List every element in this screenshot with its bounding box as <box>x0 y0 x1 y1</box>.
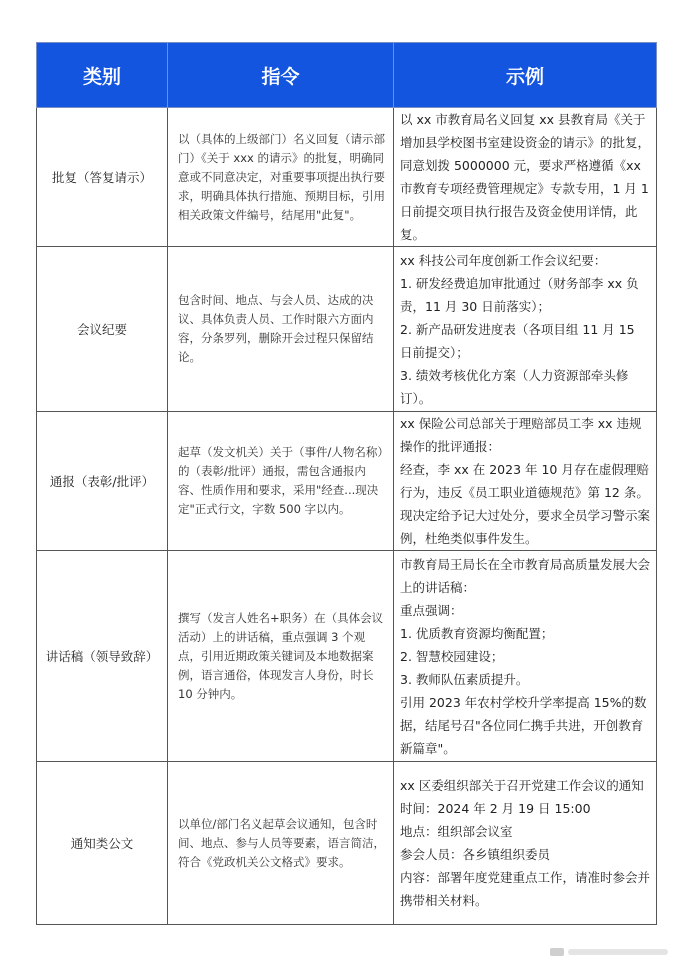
example-line: xx 保险公司总部关于理赔部员工李 xx 违规操作的批评通报： <box>400 416 642 454</box>
example-line: 2. 新产品研发进度表（各项目组 11 月 15 日前提交）； <box>400 321 635 360</box>
table-row <box>37 551 657 762</box>
row-example <box>394 412 657 551</box>
example-line: 市教育局王局长在全市教育局高质量发展大会上的讲话稿： <box>400 556 651 595</box>
header-example: 示例 <box>394 43 657 108</box>
watermark-icon <box>550 946 670 958</box>
row-instruction: 以（具体的上级部门）名义回复（请示部门）《关于 xxx 的请示》的批复，明确同意或不同意决定，对重要事项提出执行要求，明确具体执行措施、预期目标，引用相关政策文件编号，结尾用"此复"。 <box>168 108 394 247</box>
example-line: 参会人员：各乡镇组织委员 <box>400 847 551 862</box>
row-example <box>394 108 657 247</box>
table-row <box>37 412 657 551</box>
example-line: 时间：2024 年 2 月 19 日 15:00 <box>400 801 591 816</box>
row-instruction: 撰写（发言人姓名+职务）在（具体会议活动）上的讲话稿，重点强调 3 个观点，引用近期政策关键词及本地数据案例，语言通俗，体现发言人身份，时长 10 分钟内。 <box>168 551 394 762</box>
example-line: 3. 绩效考核优化方案（人力资源部牵头修订）。 <box>400 367 629 406</box>
example-line: 内容：部署年度党建重点工作，请准时参会并携带相关材料。 <box>400 870 651 908</box>
header-category: 类别 <box>37 43 168 108</box>
row-instruction: 起草（发文机关）关于（事件/人物名称）的（表彰/批评）通报，需包含通报内容、性质作用和要求，采用"经查...现决定"正式行文，字数 500 字以内。 <box>168 412 394 551</box>
row-category: 会议纪要 <box>37 247 168 412</box>
table-row <box>37 108 657 247</box>
header-row <box>37 43 657 108</box>
example-line: xx 区委组织部关于召开党建工作会议的通知 <box>400 778 644 793</box>
example-line: xx 科技公司年度创新工作会议纪要： <box>400 252 607 268</box>
example-line: 1. 研发经费追加审批通过（财务部李 xx 负责，11 月 30 日前落实）； <box>400 275 639 314</box>
table-header <box>37 43 657 108</box>
row-category: 通报（表彰/批评） <box>37 412 168 551</box>
row-category: 通知类公文 <box>37 762 168 925</box>
example-line: 2. 智慧校园建设； <box>400 648 504 664</box>
row-instruction: 以单位/部门名义起草会议通知，包含时间、地点、参与人员等要素，语言简洁，符合《党政机关公文格式》要求。 <box>168 762 394 925</box>
table-body <box>37 108 657 925</box>
example-line: 地点：组织部会议室 <box>400 824 513 839</box>
row-category: 批复（答复请示） <box>37 108 168 247</box>
example-line: 引用 2023 年农村学校升学率提高 15%的数据，结尾号召"各位同仁携手共进，开创教育新篇章"。 <box>400 694 647 756</box>
row-example <box>394 247 657 412</box>
example-line: 重点强调： <box>400 602 463 618</box>
example-line: 以 xx 市教育局名义回复 xx 县教育局《关于增加县学校图书室建设资金的请示》的批复，同意划拨 5000000 元，要求严格遵循《xx 市教育专项经费管理规定》专款专用，1 月 1 日前提交项目执行报告及资金使用详情，此复。 <box>400 112 651 242</box>
example-line: 3. 教师队伍素质提升。 <box>400 671 529 687</box>
table-row <box>37 247 657 412</box>
row-example <box>394 762 657 925</box>
example-line: 1. 优质教育资源均衡配置； <box>400 625 554 641</box>
header-instruction: 指令 <box>168 43 394 108</box>
table-row <box>37 762 657 925</box>
example-line: 经查，李 xx 在 2023 年 10 月存在虚假理赔行为，违反《员工职业道德规范》第 12 条。现决定给予记大过处分，要求全员学习警示案例，杜绝类似事件发生。 <box>400 462 651 546</box>
row-category: 讲话稿（领导致辞） <box>37 551 168 762</box>
row-example <box>394 551 657 762</box>
row-instruction: 包含时间、地点、与会人员、达成的决议、具体负责人员、工作时限六方面内容，分条罗列，删除开会过程只保留结论。 <box>168 247 394 412</box>
prompt-template-table <box>36 42 657 925</box>
